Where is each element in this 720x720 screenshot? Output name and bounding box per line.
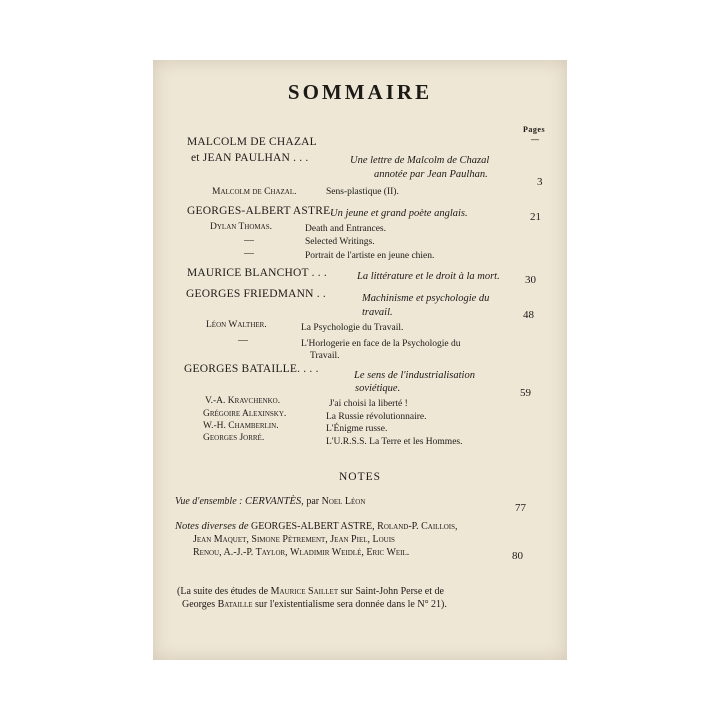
entry-page-number: 3 bbox=[537, 176, 543, 188]
ref-title: J'ai choisi la liberté ! bbox=[329, 399, 408, 409]
entry-title: Portrait de l'artiste en jeune chien. bbox=[305, 251, 435, 261]
ref-author: W.-H. Chamberlin. bbox=[203, 421, 279, 431]
notes-diverses-line-2: Jean Maquet, Simone Pètrement, Jean Piel, Louis bbox=[193, 534, 395, 545]
document-page bbox=[153, 60, 567, 660]
footnote-text: Georges bbox=[182, 599, 216, 610]
ref-title: L'U.R.S.S. La Terre et les Hommes. bbox=[326, 437, 463, 447]
entry-page-number: 59 bbox=[520, 387, 531, 399]
ref-author: V.-A. Kravchenko. bbox=[205, 396, 281, 406]
notes-heading: NOTES bbox=[338, 471, 382, 483]
entry-title: travail. bbox=[362, 307, 393, 318]
notes-diverses-prefix: Notes diverses de bbox=[175, 521, 249, 532]
ref-title: L'Énigme russe. bbox=[326, 424, 388, 434]
footnote-text: sur Saint-John Perse et de bbox=[340, 586, 444, 597]
footnote-name: Bataille bbox=[217, 599, 253, 610]
entry-title: Selected Writings. bbox=[305, 237, 375, 247]
notes-vue-author: Noel Léon bbox=[321, 496, 366, 507]
footnote-text: sur l'existentialisme sera donnée dans le N° 21). bbox=[255, 599, 447, 610]
notes-diverses-line-1 bbox=[175, 522, 458, 533]
entry-title: Travail. bbox=[310, 351, 340, 361]
entry-author: MAURICE BLANCHOT . . . bbox=[187, 267, 327, 279]
entry-title: La Psychologie du Travail. bbox=[301, 323, 404, 333]
footnote-text: (La suite des études de bbox=[177, 586, 269, 597]
notes-diverses-line-3: Renou, A.-J.-P. Taylor, Wladimir Weidlé, Eric Weil. bbox=[193, 547, 410, 558]
ditto-dash: — bbox=[244, 248, 254, 259]
notes-vue-title: CERVANTÈS, bbox=[244, 496, 304, 507]
notes-diverses-names: GEORGES-ALBERT ASTRE, Roland-P. Caillois, bbox=[251, 521, 458, 532]
ref-author: Grégoire Alexinsky. bbox=[203, 409, 287, 419]
entry-title: annotée par Jean Paulhan. bbox=[374, 169, 488, 180]
footnote-name: Maurice Saillet bbox=[270, 586, 339, 597]
entry-title: soviétique. bbox=[355, 383, 401, 394]
notes-vue-line bbox=[175, 497, 365, 508]
entry-title: Une lettre de Malcolm de Chazal bbox=[350, 155, 490, 166]
entry-page-number: 48 bbox=[523, 309, 534, 321]
entry-author: Léon Walther. bbox=[206, 320, 267, 330]
notes-vue-par: par bbox=[306, 496, 320, 507]
entry-title: Sens-plastique (II). bbox=[326, 187, 399, 197]
entry-title: Le sens de l'industrialisation bbox=[354, 370, 475, 381]
entry-title: Death and Entrances. bbox=[305, 224, 386, 234]
notes-vue-page-number: 77 bbox=[515, 502, 526, 514]
pages-column-header: Pages bbox=[523, 125, 546, 134]
entry-title: Machinisme et psychologie du bbox=[362, 293, 490, 304]
entry-title: L'Horlogerie en face de la Psychologie du bbox=[301, 339, 461, 349]
ditto-dash: — bbox=[238, 335, 248, 346]
footnote-line-2 bbox=[182, 600, 447, 610]
entry-author: GEORGES FRIEDMANN . . bbox=[186, 288, 326, 300]
notes-vue-prefix: Vue d'ensemble : bbox=[175, 496, 243, 507]
entry-title: La littérature et le droit à la mort. bbox=[357, 271, 500, 282]
pages-header-rule: — bbox=[531, 135, 540, 144]
page-title: SOMMAIRE bbox=[287, 80, 433, 104]
entry-author: MALCOLM DE CHAZAL bbox=[187, 136, 317, 148]
entry-author: Dylan Thomas. bbox=[210, 222, 272, 232]
entry-author: Malcolm de Chazal. bbox=[212, 187, 297, 197]
ref-title: La Russie révolutionnaire. bbox=[326, 412, 427, 422]
entry-page-number: 30 bbox=[525, 274, 536, 286]
ditto-dash: — bbox=[244, 235, 254, 246]
entry-page-number: 21 bbox=[530, 211, 541, 223]
ref-author: Georges Jorré. bbox=[203, 433, 265, 443]
footnote-line-1 bbox=[177, 587, 444, 597]
entry-title: Un jeune et grand poète anglais. bbox=[330, 208, 468, 219]
entry-author: et JEAN PAULHAN . . . bbox=[191, 152, 309, 164]
notes-diverses-page-number: 80 bbox=[512, 550, 523, 562]
entry-author: GEORGES BATAILLE. . . . bbox=[184, 363, 319, 375]
entry-author: GEORGES-ALBERT ASTRE. bbox=[187, 205, 334, 217]
